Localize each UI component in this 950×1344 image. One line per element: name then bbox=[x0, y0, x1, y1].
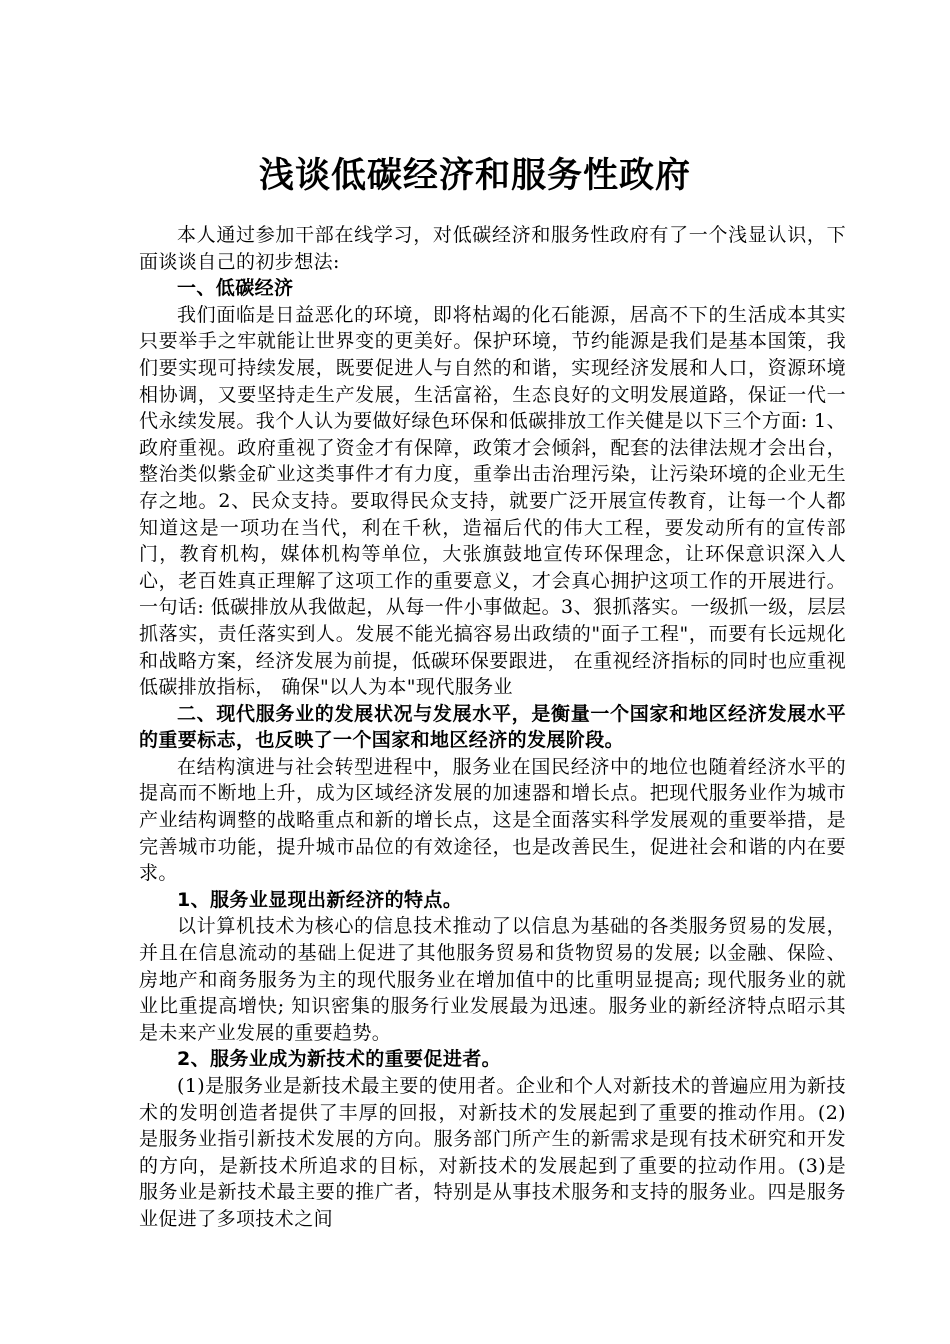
section-2-paragraph: 在结构演进与社会转型进程中，服务业在国民经济中的地位也随着经济水平的提高而不断地上升，成为区域经济发展的加速器和增长点。把现代服务业作为城市产业结构调整的战略重点和新的增长点，这是全面落实科学发展观的重要举措，是完善城市功能，提升城市品位的有效途径，也是改善民生，促进社会和谐的内在要求。 bbox=[139, 755, 846, 885]
page-title: 浅谈低碳经济和服务性政府 bbox=[258, 156, 691, 196]
section-1-heading: 一、低碳经济 bbox=[177, 277, 294, 300]
subsection-2-paragraph: (1)是服务业是新技术最主要的使用者。企业和个人对新技术的普遍应用为新技术的发明创造者提供了丰厚的回报，对新技术的发展起到了重要的推动作用。(2)是服务业指引新技术发展的方向。服务部门所产生的新需求是现有技术研究和开发的方向，是新技术所追求的目标，对新技术的发展起到了重要的拉动作用。(3)是服务业是新技术最主要的推广者，特别是从事技术服务和支持的服务业。四是服务业促进了多项技术之间 bbox=[139, 1075, 846, 1230]
subsection-2-heading: 2、服务业成为新技术的重要促进者。 bbox=[177, 1048, 502, 1071]
section-2-heading: 二、现代服务业的发展状况与发展水平，是衡量一个国家和地区经济发展水平的重要标志，也反映了一个国家和地区经济的发展阶段。 bbox=[139, 702, 846, 752]
section-1-paragraph: 我们面临是日益恶化的环境，即将枯竭的化石能源，居高不下的生活成本其实只要举手之牢就能让世界变的更美好。保护环境，节约能源是我们是基本国策，我们要实现可持续发展，既要促进人与自然的和谐，实现经济发展和人口，资源环境相协调，又要坚持走生产发展，生活富裕，生态良好的文明发展道路，保证一代一代永续发展。我个人认为要做好绿色环保和低碳排放工作关健是以下三个方面: 1、政府重视。政府重视了资金才有保障，政策才会倾斜，配套的法律法规才会出台，整治类似紫金矿业这类事件才有力度，重拳出击治理污染，让污染环境的企业无生存之地。2、民众支持。要取得民众支持，就要广泛开展宣传教育，让每一个人都知道这是一项功在当代，利在千秋，造福后代的伟大工程，要发动所有的宣传部门，教育机构，媒体机构等单位，大张旗鼓地宣传环保理念，让环保意识深入人心，老百姓真正理解了这项工作的重要意义，才会真心拥护这项工作的开展进行。一句话: 低碳排放从我做起，从每一件小事做起。3、狠抓落实。一级抓一级，层层抓落实，责任落实到人。发展不能光搞容易出政绩的"面子工程"，而要有长远规化和战略方案，经济发展为前提，低碳环保要跟进， 在重视经济指标的同时也应重视低碳排放指标， 确保"以人为本"现代服务业 bbox=[139, 303, 846, 699]
document-body bbox=[139, 222, 846, 1233]
subsection-1-heading: 1、服务业显现出新经济的特点。 bbox=[177, 888, 463, 911]
subsection-1-paragraph: 以计算机技术为核心的信息技术推动了以信息为基础的各类服务贸易的发展，并且在信息流动的基础上促进了其他服务贸易和货物贸易的发展; 以金融、保险、房地产和商务服务为主的现代服务业在增加值中的比重明显提高; 现代服务业的就业比重提高增快; 知识密集的服务行业发展最为迅速。服务业的新经济特点昭示其是未来产业发展的重要趋势。 bbox=[139, 915, 846, 1044]
intro-paragraph: 本人通过参加干部在线学习，对低碳经济和服务性政府有了一个浅显认识，下面谈谈自己的初步想法: bbox=[139, 224, 846, 273]
